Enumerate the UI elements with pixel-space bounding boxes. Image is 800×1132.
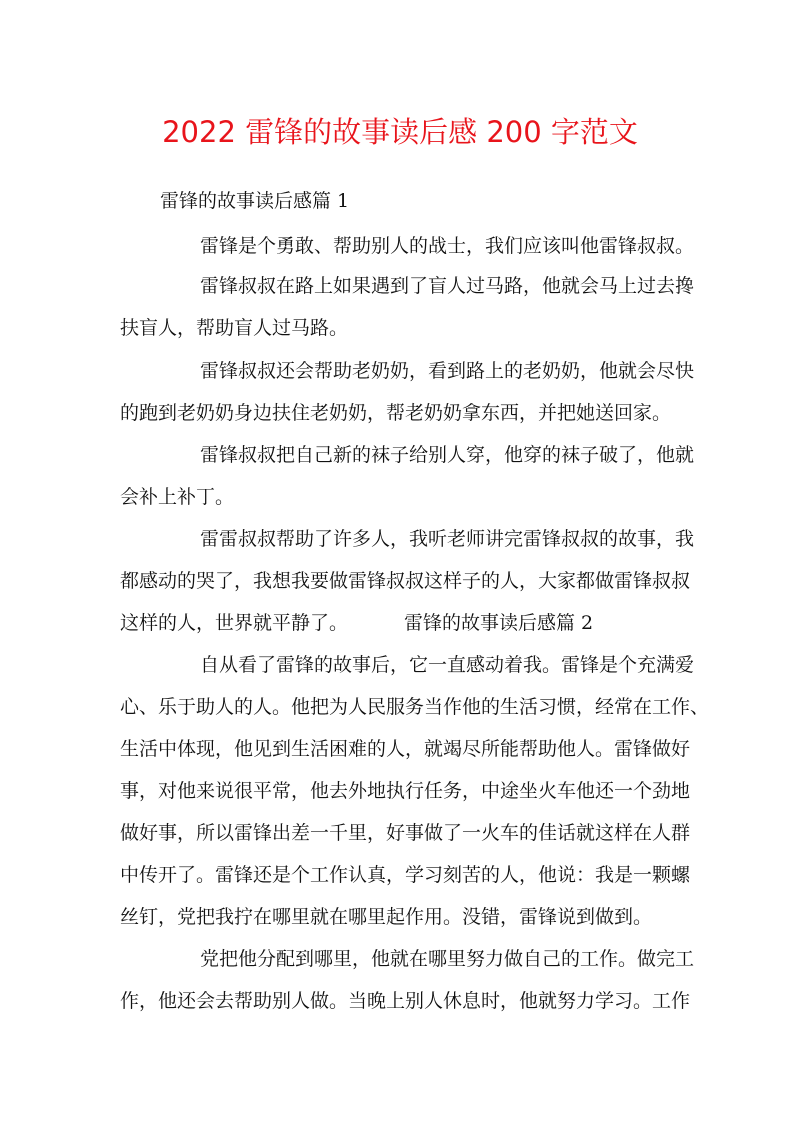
paragraph-line: 雷锋叔叔在路上如果遇到了盲人过马路，他就会马上过去搀: [200, 275, 695, 297]
paragraph-line: 丝钉，党把我拧在哪里就在哪里起作用。没错，雷锋说到做到。: [120, 906, 653, 928]
document-title: 2022 雷锋的故事读后感 200 字范文: [162, 115, 638, 149]
paragraph-line: 会补上补丁。: [120, 486, 235, 508]
paragraph-line: 自从看了雷锋的故事后，它一直感动着我。雷锋是个充满爱: [200, 654, 695, 676]
section-heading-1: 雷锋的故事读后感篇 1: [160, 190, 350, 212]
paragraph-line: 心、乐于助人的人。他把为人民服务当作他的生活习惯，经常在工作、: [120, 696, 710, 718]
section-heading-2: 雷锋的故事读后感篇 2: [404, 612, 594, 634]
paragraph-line: 雷锋叔叔还会帮助老奶奶，看到路上的老奶奶，他就会尽快: [200, 360, 695, 382]
paragraph-line: 扶盲人，帮助盲人过马路。: [120, 317, 349, 339]
paragraph-line: 雷锋是个勇敢、帮助别人的战士，我们应该叫他雷锋叔叔。: [200, 235, 695, 257]
paragraph-text: 这样的人，世界就平静了。: [120, 612, 349, 634]
paragraph-line: 都感动的哭了，我想我要做雷锋叔叔这样子的人，大家都做雷锋叔叔: [120, 570, 691, 592]
paragraph-line: 作，他还会去帮助别人做。当晚上别人休息时，他就努力学习。工作: [120, 990, 691, 1012]
paragraph-line: 中传开了。雷锋还是个工作认真，学习刻苦的人，他说：我是一颗螺: [120, 864, 691, 886]
paragraph-line: 雷雷叔叔帮助了许多人，我听老师讲完雷锋叔叔的故事，我: [200, 528, 695, 550]
paragraph-line: 事，对他来说很平常，他去外地执行任务，中途坐火车他还一个劲地: [120, 780, 691, 802]
paragraph-line: 的跑到老奶奶身边扶住老奶奶，帮老奶奶拿东西，并把她送回家。: [120, 402, 672, 424]
paragraph-line: 雷锋叔叔把自己新的袜子给别人穿，他穿的袜子破了，他就: [200, 444, 695, 466]
paragraph-line: [120, 611, 593, 635]
paragraph-line: 生活中体现，他见到生活困难的人，就竭尽所能帮助他人。雷锋做好: [120, 738, 691, 760]
paragraph-line: 做好事，所以雷锋出差一千里，好事做了一火车的佳话就这样在人群: [120, 822, 691, 844]
paragraph-line: 党把他分配到哪里，他就在哪里努力做自己的工作。做完工: [200, 948, 695, 970]
